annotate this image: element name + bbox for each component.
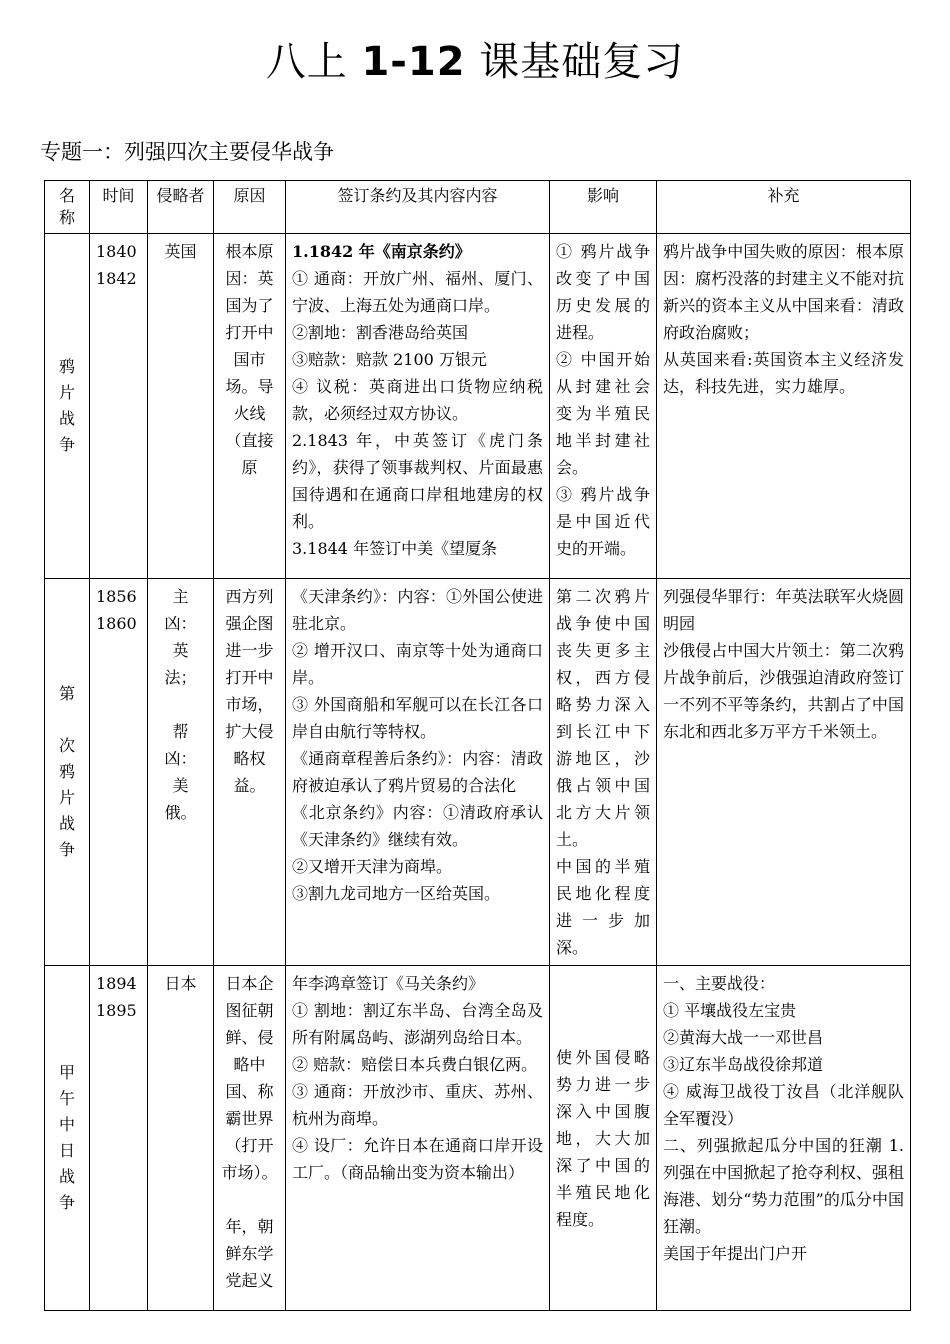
title-prefix: 八上	[265, 39, 362, 85]
treaty-cell: 《天津条约》：内容：①外国公使进驻北京。 ② 增开汉口、南京等十处为通商口岸。 ③ 外国商船和军舰可以在长江各口岸自由航行等特权。 《通商章程善后条约》：内容：清政府被迫承认了鸦片贸易的合法化 《北京条约》内容：①清政府承认《天津条约》继续有效。 ②又增开天津为商埠。 ③割九龙司地方一区给英国。	[286, 579, 550, 966]
impact-cell: 第二次鸦片战争使中国丧失更多主权，西方侵略势力深入到长江中下游地区，沙俄占领中国北方大片领土。 中国的半殖民地化程度进一步加深。	[550, 579, 657, 966]
table-row-opium-war	[45, 234, 911, 579]
header-name: 名 称	[45, 181, 90, 234]
supplement-cell: 一、主要战役： ① 平壤战役左宝贵 ②黄海大战一一邓世昌 ③辽东半岛战役徐邦道 ④ 威海卫战役丁汝昌（北洋舰队全军覆没） 二、列强掀起瓜分中国的狂潮 1.列强在中国掀起了抢夺利权、强租海港、划分“势力范围”的瓜分中国狂潮。 美国于年提出门户开	[657, 966, 911, 1311]
years-cell: 1840 1842	[90, 234, 148, 579]
impact-cell: ① 鸦片战争改变了中国历史发展的进程。 ② 中国开始从封建社会变为半殖民地半封建社会。 ③ 鸦片战争是中国近代史的开端。	[550, 234, 657, 579]
invader-cell: 英国	[148, 234, 214, 579]
title-suffix: 课基础复习	[465, 39, 685, 85]
cause-cell: 根本原因：英国为了打开中国市场。导火线（直接原	[214, 234, 286, 579]
header-invader: 侵略者	[148, 181, 214, 234]
header-impact: 影响	[550, 181, 657, 234]
header-cause: 原因	[214, 181, 286, 234]
header-time: 时间	[90, 181, 148, 234]
cause-cell: 日本企图征朝鲜、侵略中国、称霸世界（打开市场）。 年，朝鲜东学党起义	[214, 966, 286, 1311]
review-table	[44, 180, 911, 1311]
invader-cell: 主 凶： 英 法； 帮 凶： 美 俄。	[148, 579, 214, 966]
years-cell: 1894 1895	[90, 966, 148, 1311]
header-supplement: 补充	[657, 181, 911, 234]
invader-cell: 日本	[148, 966, 214, 1311]
section-heading: 专题一：列强四次主要侵华战争	[40, 140, 334, 164]
treaty-cell: 1.1842 年《南京条约》 ① 通商：开放广州、福州、厦门、宁波、上海五处为通商口岸。 ②割地：割香港岛给英国 ③赔款：赔款 2100 万银元 ④ 议税：英商进出口货物应纳税款，必须经过双方协议。 2.1843 年，中英签订《虎门条约》，获得了领事裁判权、片面最惠国待遇和在通商口岸租地建房的权利。 3.1844 年签订中美《望厦条	[286, 234, 550, 579]
header-treaty: 签订条约及其内容内容	[286, 181, 550, 234]
war-name-cell: 鸦 片 战 争	[45, 234, 90, 579]
years-cell: 1856 1860	[90, 579, 148, 966]
title-lesson-range: 1-12	[361, 39, 466, 85]
supplement-cell: 鸦片战争中国失败的原因：根本原因：腐朽没落的封建主义不能对抗新兴的资本主义从中国来看：清政府政治腐败； 从英国来看:英国资本主义经济发达，科技先进，实力雄厚。	[657, 234, 911, 579]
table-row-sino-japanese-war	[45, 966, 911, 1311]
table-header-row	[45, 181, 911, 234]
treaty-cell: 年李鸿章签订《马关条约》 ① 割地：割辽东半岛、台湾全岛及所有附属岛屿、澎湖列岛给日本。 ② 赔款：赔偿日本兵费白银亿两。 ③ 通商：开放沙市、重庆、苏州、杭州为商埠。 ④ 设厂：允许日本在通商口岸开设工厂。（商品输出变为资本输出）	[286, 966, 550, 1311]
war-name-cell: 第 次 鸦 片 战 争	[45, 579, 90, 966]
supplement-cell: 列强侵华罪行：年英法联军火烧圆明园 沙俄侵占中国大片领土：第二次鸦片战争前后，沙俄强迫清政府签订一不列不平等条约，共割占了中国东北和西北多万平方千米领土。	[657, 579, 911, 966]
war-name-cell: 甲 午 中 日 战 争	[45, 966, 90, 1311]
table-row-second-opium-war	[45, 579, 911, 966]
impact-cell: 使外国侵略势力进一步深入中国腹地，大大加深了中国的半殖民地化程度。	[550, 966, 657, 1311]
cause-cell: 西方列强企图进一步打开中市场，扩大侵略权益。	[214, 579, 286, 966]
document-title	[0, 30, 950, 87]
